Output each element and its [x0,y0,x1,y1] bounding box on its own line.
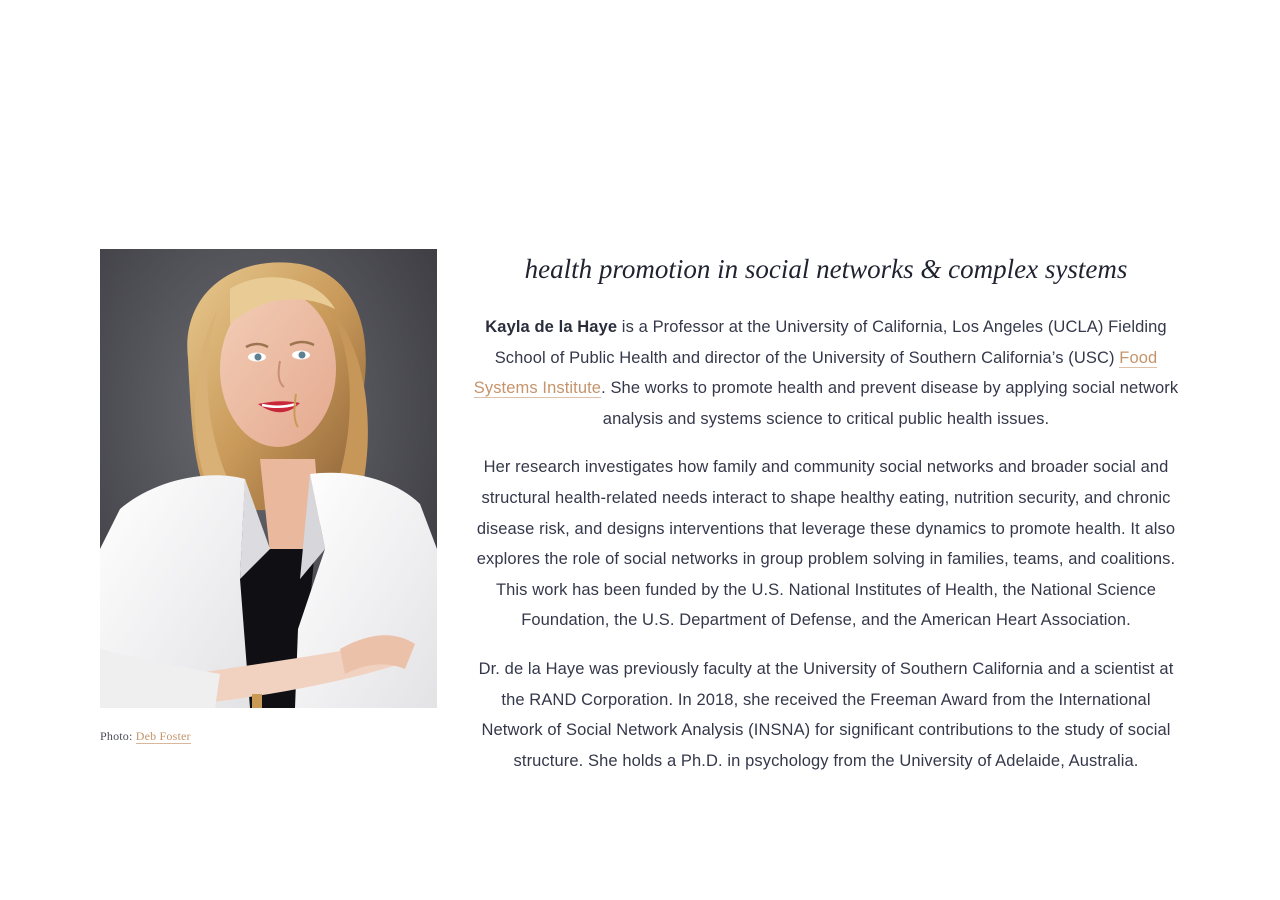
bio-p1-text-b: . She works to promote health and prevent disease by applying social network analysis and systems science to critical public health issues. [601,379,1179,428]
bio-column [472,250,1180,794]
bio-paragraph-3: Dr. de la Haye was previously faculty at the University of Southern California and a scientist at the RAND Corporation. In 2018, she received the Freeman Award from the International Network of Social Network Analysis (INSNA) for significant contributions to the study of social structure. She holds a Ph.D. in psychology from the University of Adelaide, Australia. [478,659,1174,770]
photo-caption [100,729,437,744]
bio-p1-text-a: is a Professor at the University of California, Los Angeles (UCLA) Fielding School of Public Health and director of the University of Southern California’s (USC) [494,318,1167,367]
photo-caption-prefix: Photo: [100,729,136,743]
bio-paragraph-2: Her research investigates how family and community social networks and broader social and structural health-related needs interact to shape healthy eating, nutrition security, and chronic disease risk, and designs interventions that leverage these dynamics to promote health. It also explores the role of social networks in group problem solving in families, teams, and coalitions. This work has been funded by the U.S. National Institutes of Health, the National Science Foundation, the U.S. Department of Defense, and the American Heart Association. [476,458,1176,630]
portrait-photo [100,249,437,708]
page-headline: health promotion in social networks & complex systems [524,254,1128,284]
food-systems-institute-link[interactable]: Food Systems Institute [473,348,1158,398]
bio-name: Kayla de la Haye [485,318,618,336]
bio-text [472,312,1180,776]
photo-credit-link[interactable]: Deb Foster [135,729,191,743]
bio-paragraph-1 [472,312,1180,434]
photo-column [100,249,437,744]
